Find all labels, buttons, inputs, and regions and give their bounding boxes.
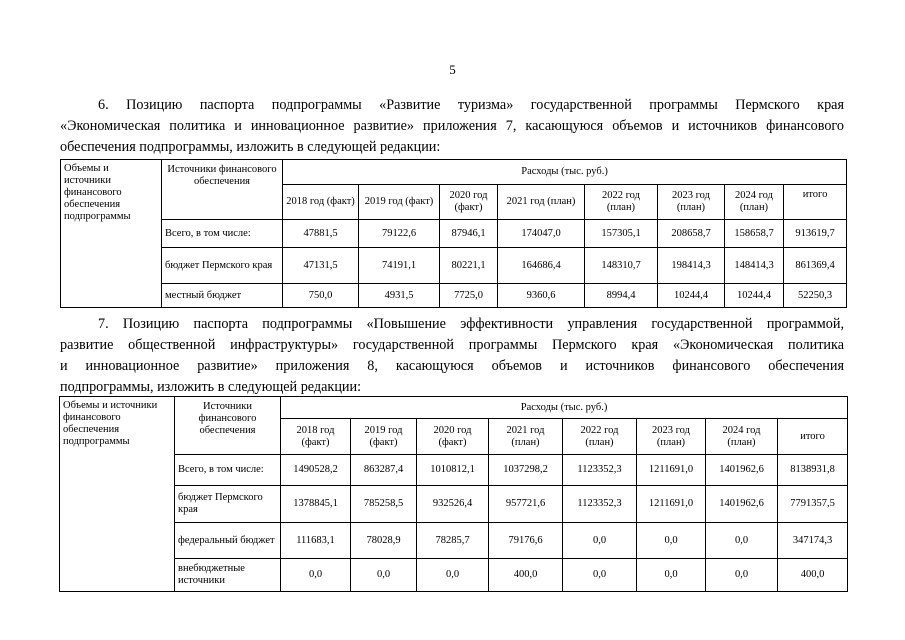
table-cell: 52250,3 — [784, 284, 847, 308]
table-program-management-financing — [59, 396, 848, 592]
table-1-title-cell: Объемы и источники финансового обеспечения подпрограммы — [61, 160, 162, 308]
table-cell: 400,0 — [489, 559, 563, 592]
table-cell: 0,0 — [281, 559, 351, 592]
table-cell: 0,0 — [706, 523, 778, 559]
table-row — [60, 523, 848, 559]
table-1-total-header: итого — [784, 185, 847, 220]
table-cell: 1037298,2 — [489, 455, 563, 486]
table-cell: 47881,5 — [283, 220, 359, 248]
table-2-year-header: 2021 год (план) — [489, 419, 563, 455]
table-row — [61, 220, 847, 248]
table-cell: 198414,3 — [658, 248, 725, 284]
page-number: 5 — [449, 62, 456, 77]
table-row — [60, 559, 848, 592]
table-cell: 148414,3 — [725, 248, 784, 284]
table-cell: 400,0 — [778, 559, 848, 592]
table-cell: 1490528,2 — [281, 455, 351, 486]
table-cell: 0,0 — [417, 559, 489, 592]
table-cell: 0,0 — [563, 523, 637, 559]
table-1-source-cell: Всего, в том числе: — [162, 220, 283, 248]
table-2-sources-header: Источники финансового обеспечения — [175, 397, 281, 455]
paragraph-6-line-2: «Экономическая политика и инновационное развитие» приложения 7, касающуюся объемов и источников финансового — [60, 118, 844, 134]
paragraph-7-line-4: подпрограммы, изложить в следующей редакции: — [60, 379, 362, 395]
table-cell: 1010812,1 — [417, 455, 489, 486]
table-2-year-header: 2023 год (план) — [637, 419, 706, 455]
table-1-source-cell: местный бюджет — [162, 284, 283, 308]
table-2-year-header: 2024 год (план) — [706, 419, 778, 455]
table-cell: 1123352,3 — [563, 455, 637, 486]
table-2-source-cell: внебюджетные источники — [175, 559, 281, 592]
table-cell: 1211691,0 — [637, 455, 706, 486]
table-cell: 1123352,3 — [563, 486, 637, 523]
table-row — [60, 455, 848, 486]
table-cell: 148310,7 — [585, 248, 658, 284]
table-cell: 157305,1 — [585, 220, 658, 248]
table-row — [61, 284, 847, 308]
paragraph-7-line-2: развитие общественной инфраструктуры» государственной программы Пермского края «Экономическая политика — [60, 337, 844, 353]
table-1-sources-header: Источники финансового обеспечения — [162, 160, 283, 220]
table-cell: 861369,4 — [784, 248, 847, 284]
table-2-source-cell: федеральный бюджет — [175, 523, 281, 559]
table-cell: 78285,7 — [417, 523, 489, 559]
table-cell: 863287,4 — [351, 455, 417, 486]
table-cell: 10244,4 — [725, 284, 784, 308]
table-2-source-cell: бюджет Пермского края — [175, 486, 281, 523]
paragraph-6-line-1: 6. Позицию паспорта подпрограммы «Развитие туризма» государственной программы Пермского края — [98, 97, 844, 113]
table-cell: 785258,5 — [351, 486, 417, 523]
table-cell: 750,0 — [283, 284, 359, 308]
table-1-expenses-header: Расходы (тыс. руб.) — [283, 160, 847, 185]
table-cell: 10244,4 — [658, 284, 725, 308]
paragraph-7-line-1: 7. Позицию паспорта подпрограммы «Повышение эффективности управления государственной программой, — [98, 316, 844, 332]
table-1-year-header: 2020 год (факт) — [440, 185, 498, 220]
table-cell: 1401962,6 — [706, 455, 778, 486]
table-cell: 957721,6 — [489, 486, 563, 523]
table-2-expenses-header: Расходы (тыс. руб.) — [281, 397, 848, 419]
table-cell: 1401962,6 — [706, 486, 778, 523]
table-cell: 208658,7 — [658, 220, 725, 248]
table-cell: 47131,5 — [283, 248, 359, 284]
table-cell: 0,0 — [563, 559, 637, 592]
table-cell: 80221,1 — [440, 248, 498, 284]
table-cell: 0,0 — [351, 559, 417, 592]
table-cell: 158658,7 — [725, 220, 784, 248]
paragraph-7 — [60, 314, 844, 398]
table-1-year-header: 2022 год (план) — [585, 185, 658, 220]
table-cell: 87946,1 — [440, 220, 498, 248]
table-cell: 913619,7 — [784, 220, 847, 248]
table-cell: 347174,3 — [778, 523, 848, 559]
table-cell: 8994,4 — [585, 284, 658, 308]
table-cell: 9360,6 — [498, 284, 585, 308]
table-cell: 0,0 — [706, 559, 778, 592]
paragraph-6-line-3: обеспечения подпрограммы, изложить в следующей редакции: — [60, 139, 441, 155]
table-cell: 4931,5 — [359, 284, 440, 308]
table-cell: 8138931,8 — [778, 455, 848, 486]
table-1-year-header: 2023 год (план) — [658, 185, 725, 220]
table-1-year-header: 2018 год (факт) — [283, 185, 359, 220]
paragraph-7-line-3: и инновационное развитие» приложения 8, касающуюся объемов и источников финансового обеспечения — [60, 358, 844, 374]
table-1-year-header: 2024 год (план) — [725, 185, 784, 220]
table-cell: 79122,6 — [359, 220, 440, 248]
table-2-source-cell: Всего, в том числе: — [175, 455, 281, 486]
table-2-year-header: 2019 год (факт) — [351, 419, 417, 455]
table-cell: 0,0 — [637, 559, 706, 592]
table-cell: 932526,4 — [417, 486, 489, 523]
table-2-title-cell: Объемы и источники финансового обеспечения подпрограммы — [60, 397, 175, 592]
table-cell: 174047,0 — [498, 220, 585, 248]
table-2-total-header: итого — [778, 419, 848, 455]
table-2-year-header: 2020 год (факт) — [417, 419, 489, 455]
table-cell: 0,0 — [637, 523, 706, 559]
table-cell: 7791357,5 — [778, 486, 848, 523]
table-2-year-header: 2018 год (факт) — [281, 419, 351, 455]
table-cell: 74191,1 — [359, 248, 440, 284]
table-cell: 79176,6 — [489, 523, 563, 559]
table-cell: 1211691,0 — [637, 486, 706, 523]
table-1-source-cell: бюджет Пермского края — [162, 248, 283, 284]
table-cell: 7725,0 — [440, 284, 498, 308]
table-cell: 78028,9 — [351, 523, 417, 559]
table-1-year-header: 2019 год (факт) — [359, 185, 440, 220]
table-cell: 164686,4 — [498, 248, 585, 284]
table-row — [61, 248, 847, 284]
table-row — [60, 486, 848, 523]
table-cell: 1378845,1 — [281, 486, 351, 523]
table-2-year-header: 2022 год (план) — [563, 419, 637, 455]
paragraph-6 — [60, 95, 844, 158]
table-cell: 111683,1 — [281, 523, 351, 559]
table-1-year-header: 2021 год (план) — [498, 185, 585, 220]
table-tourism-financing — [60, 159, 847, 308]
